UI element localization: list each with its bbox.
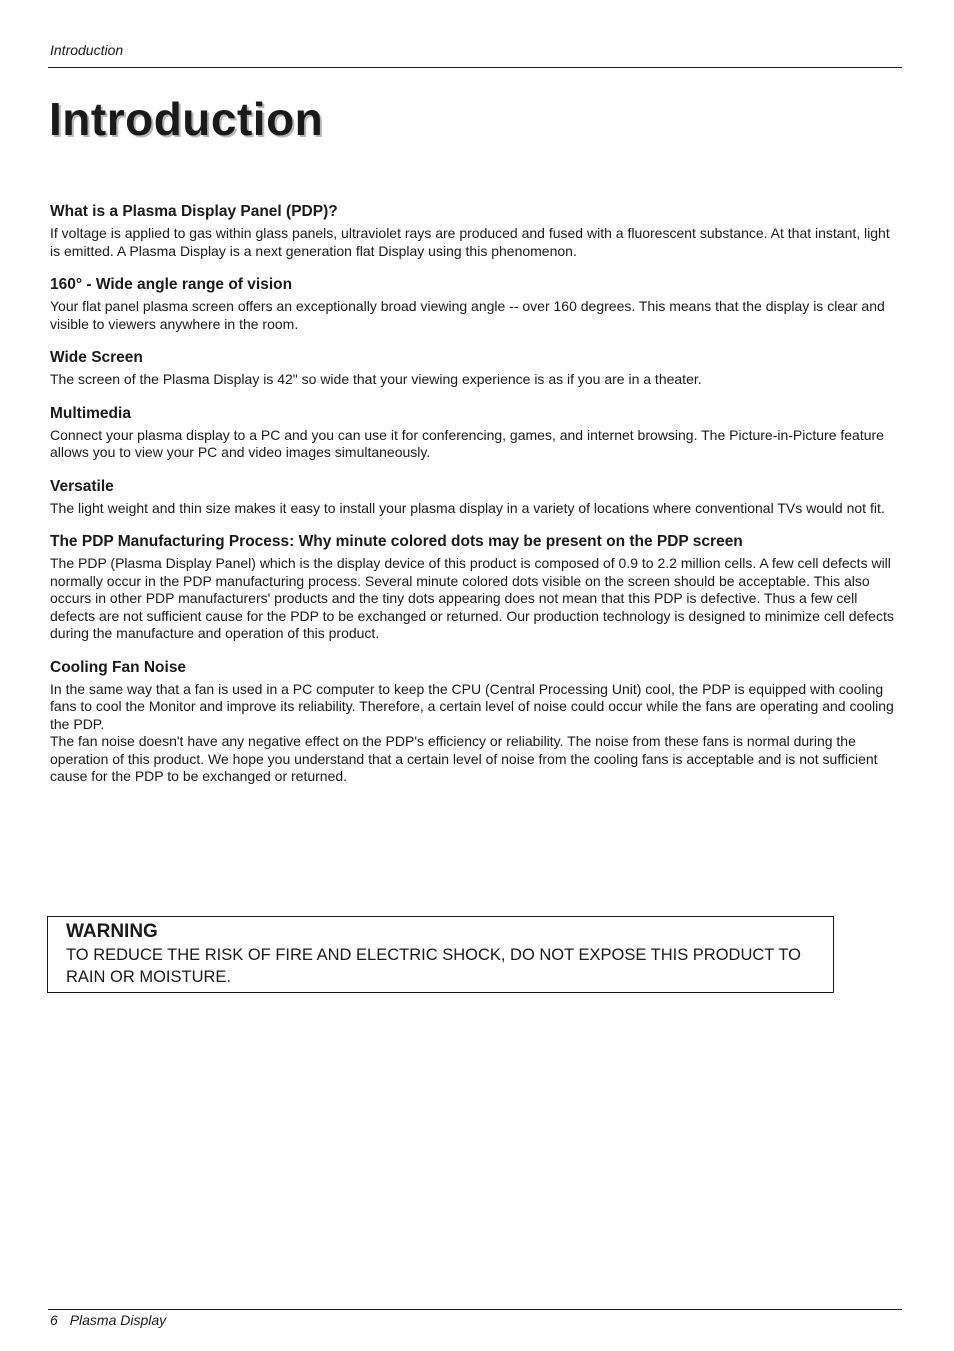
running-header: Introduction bbox=[50, 42, 124, 58]
section-paragraph: The screen of the Plasma Display is 42" so wide that your viewing experience is as if you are in a theater. bbox=[50, 371, 702, 387]
section-heading: Multimedia bbox=[50, 404, 131, 422]
header-rule bbox=[48, 67, 902, 68]
page-footer bbox=[50, 1312, 166, 1328]
section-heading: What is a Plasma Display Panel (PDP)? bbox=[50, 203, 338, 220]
section-heading: Versatile bbox=[50, 477, 114, 495]
section-multimedia bbox=[50, 404, 902, 462]
section-paragraph: Your flat panel plasma screen offers an exceptionally broad viewing angle -- over 160 degrees. This means that the display is clear and visible to viewers anywhere in the room. bbox=[50, 298, 885, 332]
section-what-is-pdp bbox=[50, 202, 902, 260]
section-wide-angle bbox=[50, 275, 902, 333]
content-body bbox=[50, 202, 902, 801]
page-number: 6 bbox=[50, 1312, 58, 1328]
section-heading: Wide Screen bbox=[50, 349, 143, 366]
section-cooling-fan-noise bbox=[50, 658, 902, 786]
section-heading: 160° - Wide angle range of vision bbox=[50, 276, 293, 293]
section-heading: The PDP Manufacturing Process: Why minute colored dots may be present on the PDP screen bbox=[50, 533, 743, 550]
footer-rule bbox=[48, 1309, 902, 1310]
section-paragraph: If voltage is applied to gas within glass panels, ultraviolet rays are produced and fused with a fluorescent substance. At that instant, light is emitted. A Plasma Display is a next generation flat Display using this phenomenon. bbox=[50, 225, 890, 259]
section-paragraph: The fan noise doesn't have any negative effect on the PDP's efficiency or reliability. The noise from these fans is normal during the operation of this product. We hope you understand that a certain level of noise from the cooling fans is acceptable and is not sufficient cause for the PDP to be exchanged or returned. bbox=[50, 733, 878, 784]
section-heading: Cooling Fan Noise bbox=[50, 658, 187, 676]
section-wide-screen bbox=[50, 348, 902, 389]
page-title: Introduction bbox=[49, 93, 324, 145]
section-manufacturing-process bbox=[50, 532, 902, 643]
warning-box bbox=[47, 916, 834, 993]
section-paragraph: In the same way that a fan is used in a PC computer to keep the CPU (Central Processing Unit) cool, the PDP is equipped with cooling fans to cool the Monitor and improve its reliability. Therefore, a certain level of noise could occur while the fans are operating and cooling the PDP. bbox=[50, 680, 894, 732]
footer-product-name: Plasma Display bbox=[69, 1312, 167, 1328]
section-versatile bbox=[50, 477, 902, 518]
warning-heading: WARNING bbox=[66, 921, 158, 942]
section-paragraph: The PDP (Plasma Display Panel) which is the display device of this product is composed of 0.9 to 2.2 million cells. A few cell defects will normally occur in the PDP manufacturing process. Several minute colored dots visible on the screen should be acceptable. This also occurs in other PDP manufacturers' products and the tiny dots appearing does not mean that this PDP is defective. Thus a few cell defects are not sufficient cause for the PDP to be exchanged or returned. Our production technology is designed to minimize cell defects during the manufacture and operation of this product. bbox=[50, 555, 894, 641]
section-paragraph: Connect your plasma display to a PC and you can use it for conferencing, games, and internet browsing. The Picture-in-Picture feature allows you to view your PC and video images simultaneously. bbox=[50, 426, 884, 460]
warning-text: TO REDUCE THE RISK OF FIRE AND ELECTRIC SHOCK, DO NOT EXPOSE THIS PRODUCT TO RAIN OR MOISTURE. bbox=[66, 946, 801, 986]
section-paragraph: The light weight and thin size makes it easy to install your plasma display in a variety of locations where conventional TVs would not fit. bbox=[50, 499, 885, 516]
